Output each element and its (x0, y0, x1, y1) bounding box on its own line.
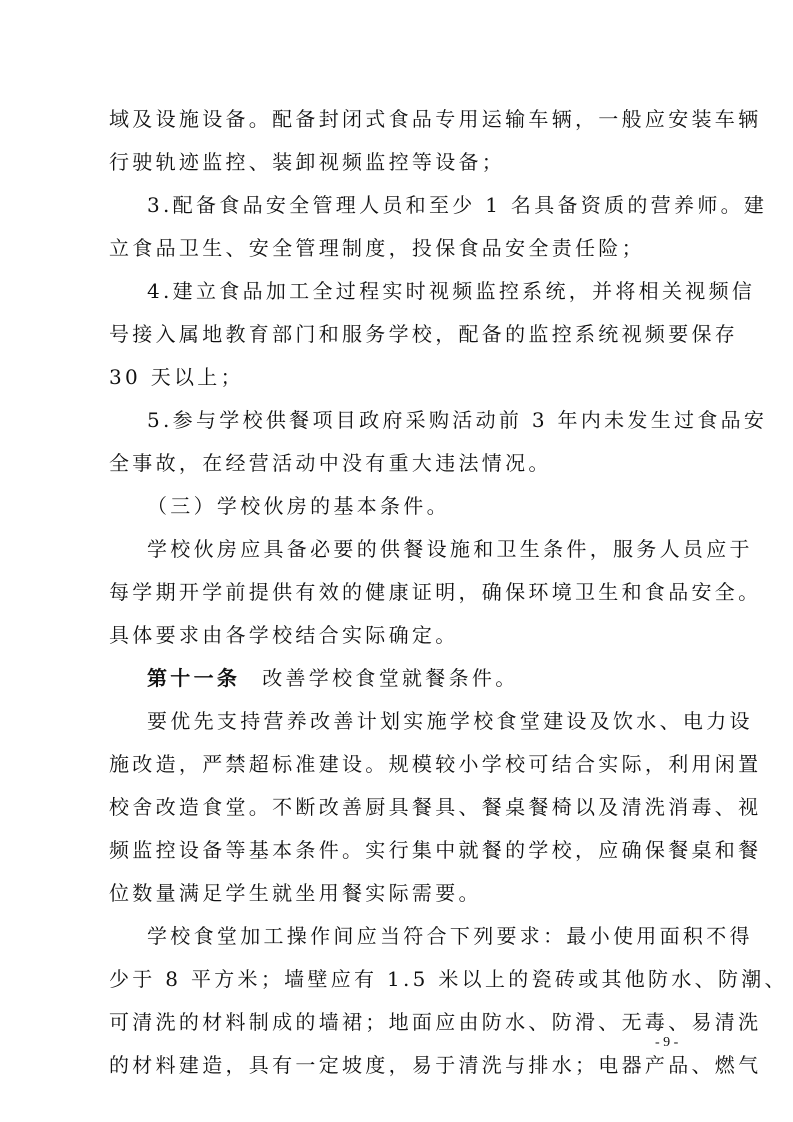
text-line-16: 施改造，严禁超标准建设。规模较小学校可结合实际，利用闲置 (109, 752, 762, 776)
text-line-8: 5.参与学校供餐项目政府采购活动前 3 年内未发生过食品安 (147, 408, 768, 432)
text-line-7: 30 天以上； (109, 365, 244, 389)
section-heading: （三）学校伙房的基本条件。 (147, 494, 450, 518)
page-number: - 9 - (655, 1035, 679, 1050)
text-line-17: 校舍改造食堂。不断改善厨具餐具、餐桌餐椅以及清洗消毒、视 (109, 795, 762, 819)
article-title: 改善学校食堂就餐条件。 (262, 666, 519, 690)
text-line-5: 4.建立食品加工全过程实时视频监控系统，并将相关视频信 (147, 279, 756, 303)
text-line-11: 学校伙房应具备必要的供餐设施和卫生条件，服务人员应于 (147, 537, 753, 561)
text-line-1: 域及设施设备。配备封闭式食品专用运输车辆，一般应安装车辆 (109, 107, 762, 131)
article-line (147, 666, 519, 690)
text-line-22: 可清洗的材料制成的墙裙；地面应由防水、防滑、无毒、易清洗 (109, 1010, 762, 1034)
text-line-15: 要优先支持营养改善计划实施学校食堂建设及饮水、电力设 (147, 709, 753, 733)
text-line-6: 号接入属地教育部门和服务学校，配备的监控系统视频要保存 (109, 322, 739, 346)
text-line-4: 立食品卫生、安全管理制度，投保食品安全责任险； (109, 236, 645, 260)
text-line-9: 全事故，在经营活动中没有重大违法情况。 (109, 451, 552, 475)
text-line-23: 的材料建造，具有一定坡度，易于清洗与排水；电器产品、燃气 (109, 1053, 762, 1077)
text-line-12: 每学期开学前提供有效的健康证明，确保环境卫生和食品安全。 (109, 580, 762, 604)
text-line-18: 频监控设备等基本条件。实行集中就餐的学校，应确保餐桌和餐 (109, 838, 762, 862)
text-line-21: 少于 8 平方米；墙壁应有 1.5 米以上的瓷砖或其他防水、防潮、 (109, 967, 788, 991)
article-number: 第十一条 (147, 666, 241, 690)
text-line-13: 具体要求由各学校结合实际确定。 (109, 623, 459, 647)
text-line-19: 位数量满足学生就坐用餐实际需要。 (109, 881, 482, 905)
text-line-2: 行驶轨迹监控、装卸视频监控等设备； (109, 150, 506, 174)
text-line-3: 3.配备食品安全管理人员和至少 1 名具备资质的营养师。建 (147, 193, 768, 217)
text-line-20: 学校食堂加工操作间应当符合下列要求：最小使用面积不得 (147, 924, 753, 948)
